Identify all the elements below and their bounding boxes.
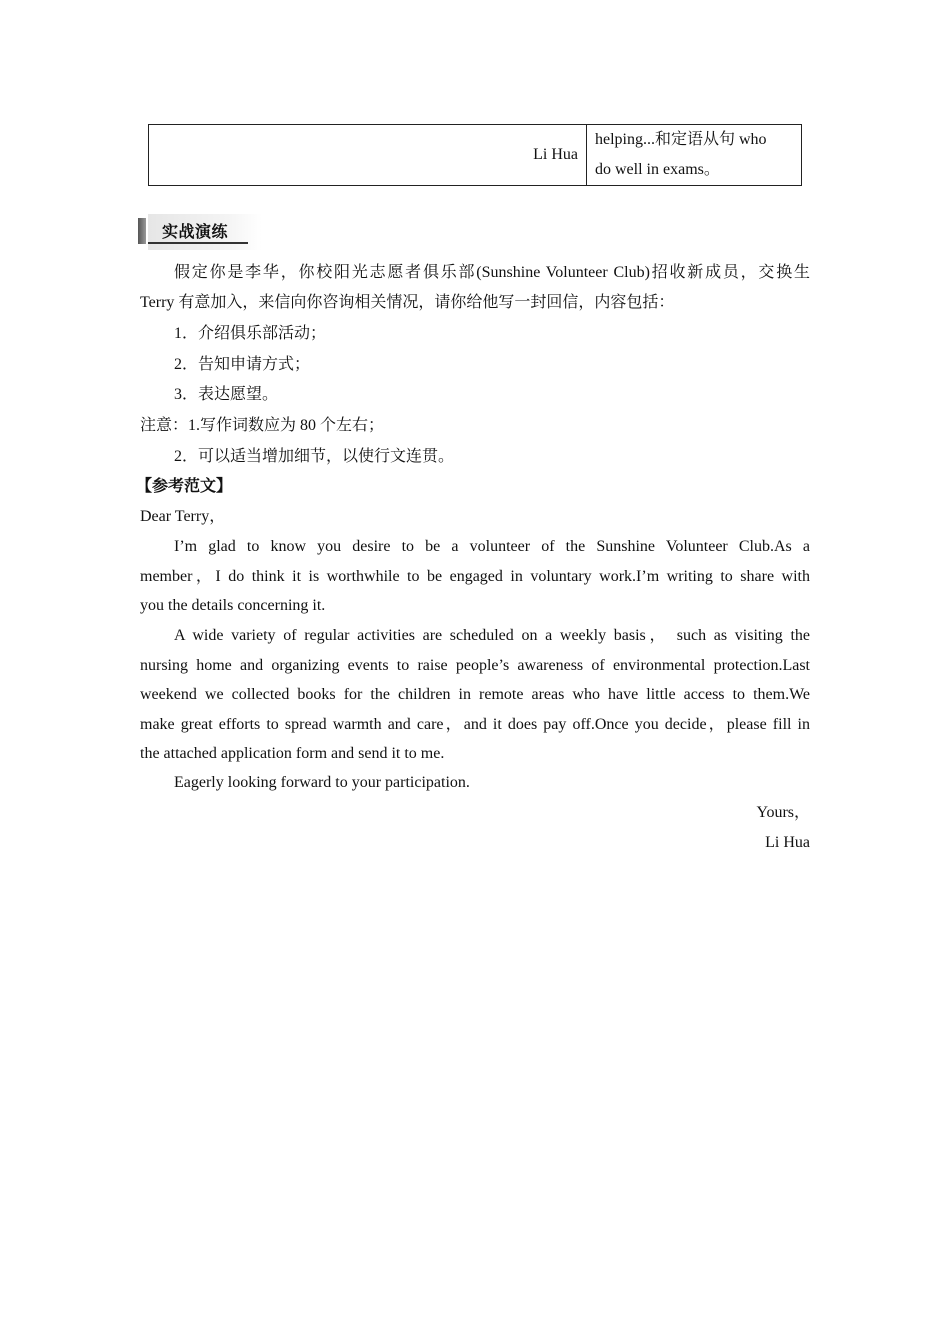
table-cell-right (587, 125, 801, 185)
prompt-note-2: 2．可以适当增加细节，以使行文连贯。 (174, 448, 455, 465)
prompt-item-1: 1．介绍俱乐部活动； (174, 325, 327, 342)
section-badge-underline (148, 242, 248, 244)
prompt-note-1: 注意：1.写作词数应为 80 个左右； (140, 417, 385, 434)
section-header-badge (138, 214, 262, 250)
section-title: 实战演练 (162, 222, 229, 241)
sample-greeting: Dear Terry， (140, 508, 226, 525)
prompt-item-2: 2．告知申请方式； (174, 356, 311, 373)
sample-p2-line-3: weekend we collected books for the children in remote areas who have little access to them.We (140, 686, 810, 703)
sample-p1-line-2: member，I do think it is worthwhile to be engaged in voluntary work.I’m writing to share with (140, 568, 810, 585)
table-cell-right-line1: helping...和定语从句 who (595, 131, 767, 148)
continuation-table (148, 124, 802, 186)
table-cell-left (149, 125, 587, 185)
prompt-line-2: Terry 有意加入，来信向你咨询相关情况，请你给他写一封回信，内容包括： (140, 294, 675, 311)
sample-p2-line-1: A wide variety of regular activities are scheduled on a weekly basis， such as visiting the (174, 627, 810, 644)
sample-closing: Yours， (756, 804, 810, 821)
sample-p2-line-4: make great efforts to spread warmth and care，and it does pay off.Once you decide，please fill in (140, 716, 810, 733)
prompt-line-1: 假定你是李华，你校阳光志愿者俱乐部(Sunshine Volunteer Club)招收新成员，交换生 (174, 264, 810, 281)
table-cell-right-line2: do well in exams。 (595, 161, 720, 178)
sample-heading: 【参考范文】 (136, 478, 233, 495)
sample-p2-line-5: the attached application form and send it to me. (140, 745, 445, 762)
sample-p1-line-3: you the details concerning it. (140, 597, 326, 614)
prompt-item-3: 3．表达愿望。 (174, 386, 279, 403)
section-badge-bar (138, 218, 146, 244)
sample-p2-line-2: nursing home and organizing events to raise people’s awareness of environmental protection.Last (140, 657, 810, 674)
sample-p3: Eagerly looking forward to your participation. (174, 774, 470, 791)
table-cell-left-text: Li Hua (533, 146, 578, 163)
sample-p1-line-1: I’m glad to know you desire to be a volunteer of the Sunshine Volunteer Club.As a (174, 538, 810, 555)
sample-signature: Li Hua (765, 834, 810, 851)
